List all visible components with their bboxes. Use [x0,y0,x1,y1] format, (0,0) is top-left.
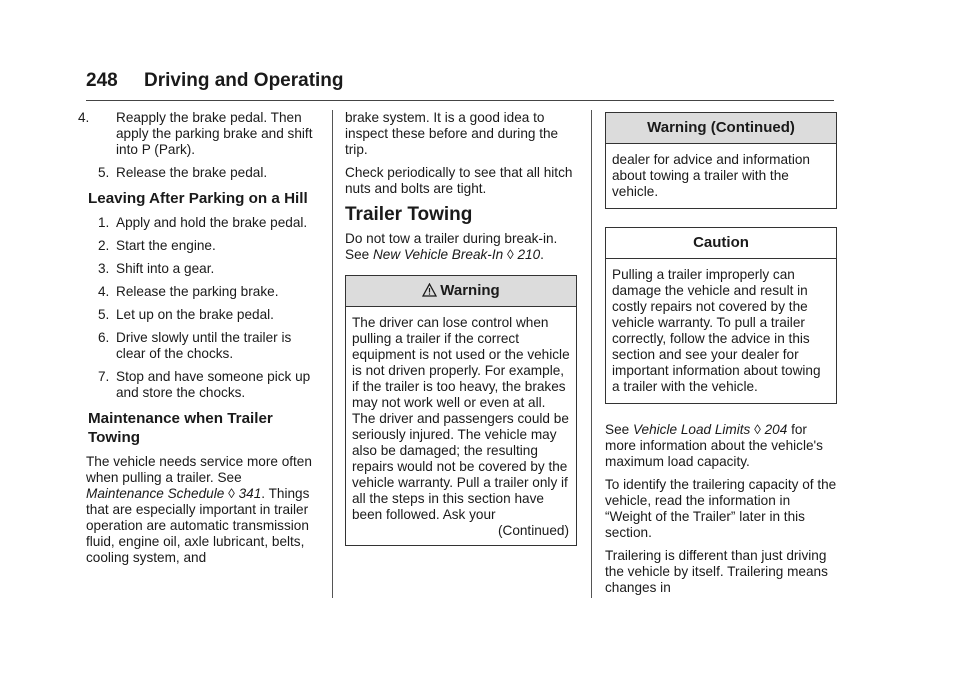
column-divider-2 [591,110,592,598]
column-2 [345,110,577,564]
column-divider-1 [332,110,333,598]
maintenance-schedule-link[interactable]: Maintenance Schedule [86,486,225,501]
load-limits-paragraph: See Vehicle Load Limits ◊ 204 for more information about the vehicle's maximum load capacity. [605,422,823,469]
step-item: 7. Stop and have someone pick up and store the chocks. [98,369,311,400]
warning-continued-box [605,112,837,209]
break-in-link[interactable]: New Vehicle Break-In [372,247,504,262]
heading-leaving-hill: Leaving After Parking on a Hill [88,190,308,207]
step-item: 6. Drive slowly until the trailer is clear of the chocks. [98,330,292,361]
heading-trailer-towing: Trailer Towing [345,204,473,225]
step-item: 4. Release the parking brake. [98,284,279,299]
continued-label: (Continued) [497,523,569,538]
hitch-check-paragraph: Check periodically to see that all hitch nuts and bolts are tight. [345,165,573,196]
warning-text: The driver can lose control when pulling a trailer if the correct equipment is not used or the vehicle is not driven properly. For example, if the trailer is too heavy, the brakes may not work well or even at all. The driver and passengers could be seriously injured. The vehicle may also be damaged; the resulting repairs would not be covered by the vehicle warranty. Pull a trailer only if all the steps in this section have been followed. Ask your [352,315,570,522]
warning-box [345,275,577,546]
ref-arrow-icon: ◊ [228,486,235,501]
page-header [86,70,834,101]
load-limits-link[interactable]: Vehicle Load Limits [632,422,751,437]
step-item: 3. Shift into a gear. [98,261,215,276]
heading-maintenance: Maintenance when Trailer Towing [88,410,273,446]
step-item: 2. Start the engine. [98,238,216,253]
caution-box [605,227,837,404]
trailering-different-paragraph: Trailering is different than just driving the vehicle by itself. Trailering means changes in [605,548,828,595]
step-item: 5. Let up on the brake pedal. [98,307,274,322]
ref-arrow-icon: ◊ [506,247,514,262]
step-item: 4. Reapply the brake pedal. Then apply the parking brake and shift into P (Park). [78,110,313,157]
column-1 [78,110,318,573]
maintenance-paragraph: The vehicle needs service more often when pulling a trailer. See Maintenance Schedule ◊ 341. Things that are especially important in trailer operation are automatic transmission fluid, engine oil, axle lubricant, belts, cooling system, and [86,454,312,565]
caution-text: Pulling a trailer improperly can damage the vehicle and result in costly repairs not covered by the vehicle warranty. To pull a trailer correctly, follow the advice in this section and see your dealer for important information about towing a trailer with the vehicle. [612,267,821,394]
warning-continued-header: Warning (Continued) [606,113,836,144]
warning-continued-text: dealer for advice and information about towing a trailer with the vehicle. [612,152,810,199]
column-3 [605,112,837,603]
ref-arrow-icon: ◊ [754,422,761,437]
warning-triangle-icon [422,278,437,308]
brake-system-paragraph: brake system. It is a good idea to inspect these before and during the trip. [345,110,559,157]
warning-header: Warning [346,276,576,307]
page-number: 248 [86,70,118,91]
step-item: 1. Apply and hold the brake pedal. [98,215,308,230]
section-title: Driving and Operating [144,70,344,91]
step-item: 5. Release the brake pedal. [98,165,268,180]
caution-header: Caution [606,228,836,259]
break-in-paragraph: Do not tow a trailer during break-in. See New Vehicle Break-In ◊ 210. [345,231,558,262]
trailering-capacity-paragraph: To identify the trailering capacity of the vehicle, read the information in “Weight of the Trailer” later in this section. [605,477,837,540]
